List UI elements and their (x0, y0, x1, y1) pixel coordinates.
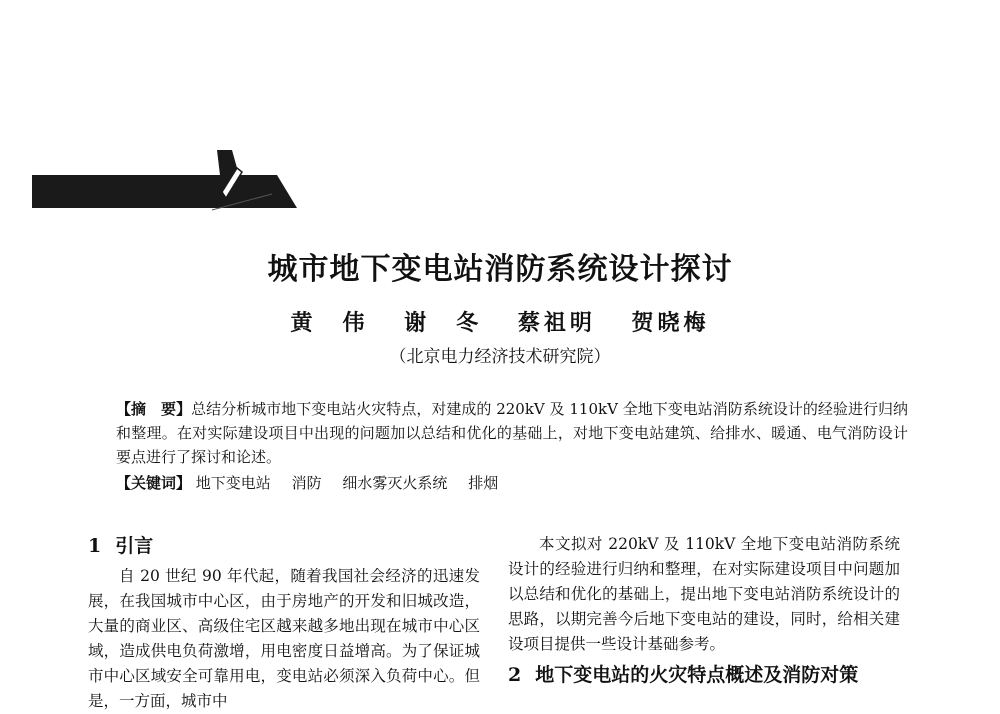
left-column (88, 532, 480, 714)
abstract-block (88, 397, 908, 495)
body-paragraph: 本文拟对 220kV 及 110kV 全地下变电站消防系统设计的经验进行归纳和整理，在对实际建设项目中问题加以总结和优化的基础上，提出地下变电站消防系统设计的思路，以期完善今后地下变电站的建设，同时，给相关建设项目提供一些设计基础参考。 (508, 535, 900, 653)
author-name: 黄 伟 (290, 310, 369, 336)
section-heading (88, 532, 480, 560)
author-affiliation: （北京电力经济技术研究院） (389, 347, 611, 367)
abstract-label: 【摘 要】 (116, 400, 192, 418)
section-heading (508, 661, 900, 689)
right-column (508, 532, 900, 693)
keywords-label: 【关键词】 (116, 474, 192, 492)
abstract-text: 总结分析城市地下变电站火灾特点，对建成的 220kV 及 110kV 全地下变电站消防系统设计的经验进行归纳和整理。在对实际建设项目中出现的问题加以总结和优化的基础上，对地下变电站建筑、给排水、暖通、电气消防设计要点进行了探讨和论述。 (116, 400, 908, 466)
header-pen-icon (32, 150, 352, 220)
keyword: 地下变电站 (195, 474, 271, 492)
author-name: 贺晓梅 (631, 310, 710, 336)
paper-title: 城市地下变电站消防系统设计探讨 (267, 252, 733, 287)
header-black-band (32, 175, 297, 208)
keyword: 消防 (291, 474, 322, 492)
section-title: 地下变电站的火灾特点概述及消防对策 (535, 664, 859, 686)
keywords-line (88, 471, 908, 495)
abstract-paragraph (88, 397, 908, 469)
keyword: 细水雾灭火系统 (342, 474, 448, 492)
author-name: 谢 冬 (404, 310, 483, 336)
author-list (0, 306, 1000, 337)
section-number: 2 (508, 664, 522, 686)
keyword: 排烟 (468, 474, 499, 492)
section-title: 引言 (115, 535, 154, 557)
body-paragraph: 自 20 世纪 90 年代起，随着我国社会经济的迅速发展，在我国城市中心区，由于房地产的开发和旧城改造，大量的商业区、高级住宅区越来越多地出现在城市中心区域，造成供电负荷激增，用电密度日益增高。为了保证城市中心区域安全可靠用电，变电站必须深入负荷中心。但是，一方面，城市中 (88, 567, 480, 710)
section-number: 1 (88, 535, 102, 557)
author-name: 蔡祖明 (517, 310, 596, 336)
